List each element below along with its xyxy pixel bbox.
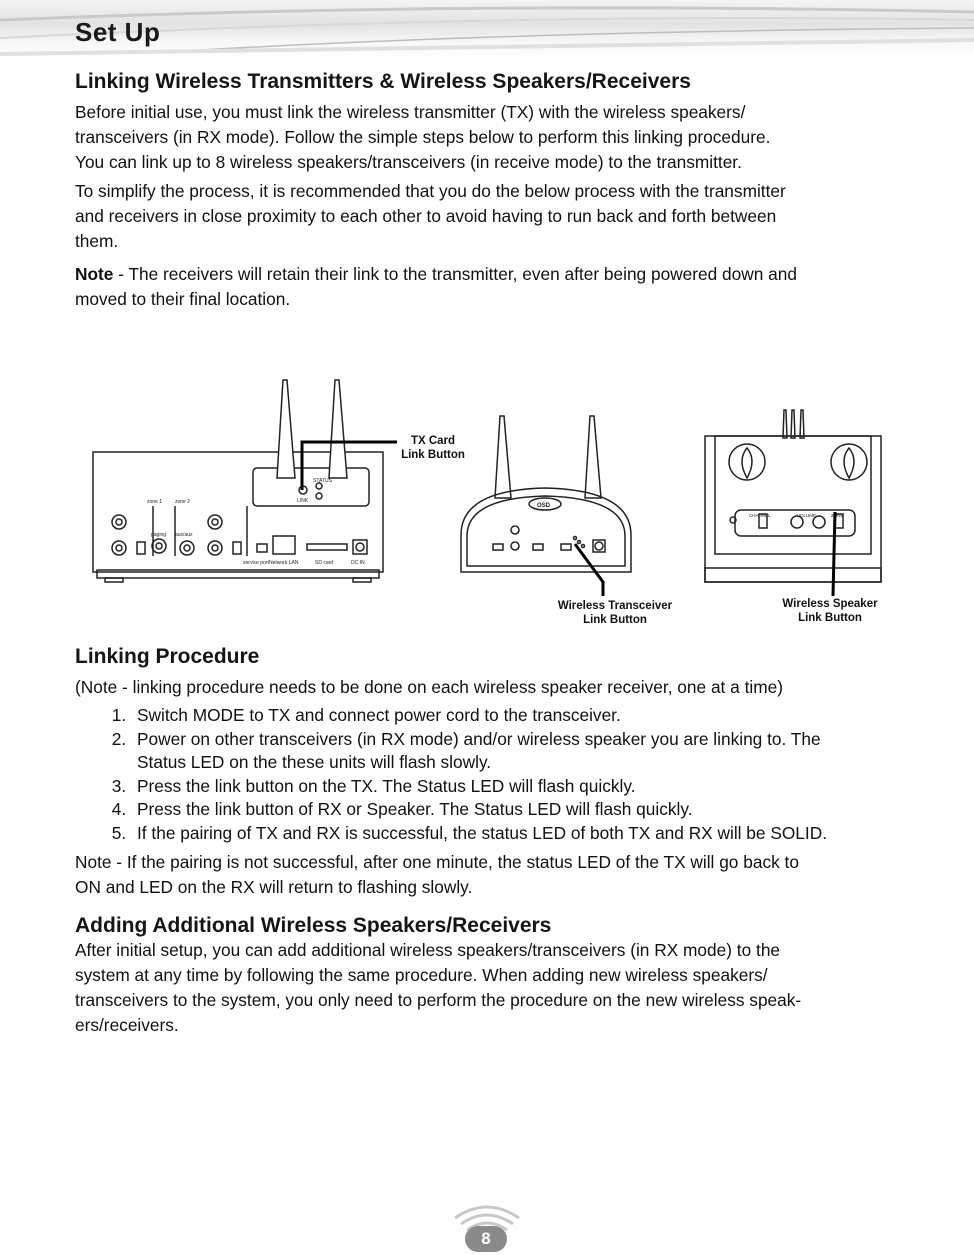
procedure-step: 4. Press the link button of RX or Speaker. The Status LED will flash quickly. bbox=[131, 798, 905, 822]
procedure-heading: Linking Procedure bbox=[75, 645, 260, 668]
intro-line-1: Before initial use, you must link the wireless transmitter (TX) with the wireless speakers/ bbox=[75, 102, 746, 122]
proximity-line-2: and receivers in close proximity to each other to avoid having to run back and forth between bbox=[75, 206, 777, 226]
adding-line-3: transceivers to the system, you only need to perform the procedure on the new wireless speak- bbox=[75, 990, 802, 1010]
transceiver-unit bbox=[461, 416, 631, 572]
adding-line-1: After initial setup, you can add additional wireless speakers/transceivers (in RX mode) to the bbox=[75, 940, 781, 960]
tx-sd-text: SD card bbox=[315, 560, 334, 566]
procedure-step: 1. Switch MODE to TX and connect power cord to the transceiver. bbox=[131, 704, 905, 728]
procedure-step: 3. Press the link button on the TX. The Status LED will flash quickly. bbox=[131, 775, 905, 799]
transceiver-label-1: Wireless Transceiver bbox=[557, 600, 673, 612]
pairing-note-line-2: ON and LED on the RX will return to flashing slowly. bbox=[75, 877, 473, 897]
intro-line-3: You can link up to 8 wireless speakers/transceivers (in receive mode) to the transmitter. bbox=[75, 152, 742, 172]
tx-paging-text: paging bbox=[151, 532, 167, 538]
speaker-label-1: Wireless Speaker bbox=[782, 598, 878, 610]
tx-service-text: service port bbox=[243, 560, 269, 566]
step-2-line-2: Status LED on the these units will flash slowly. bbox=[137, 752, 492, 772]
adding-line-2: system at any time by following the same procedure. When adding new wireless speakers/ bbox=[75, 965, 768, 985]
tx-zone2-text: zone 2 bbox=[175, 499, 191, 505]
transceiver-callout bbox=[545, 599, 685, 627]
retain-note-line-2: moved to their final location. bbox=[75, 289, 291, 309]
tx-link-text: LINK bbox=[297, 498, 309, 504]
page-footer bbox=[449, 1198, 525, 1254]
tx-network-text: Network LAN bbox=[269, 560, 299, 566]
procedure-step bbox=[131, 728, 905, 775]
adding-line-4: ers/receivers. bbox=[75, 1015, 179, 1035]
intro-line-2: transceivers (in RX mode). Follow the simple steps below to perform this linking procedure. bbox=[75, 127, 771, 147]
transceiver-brand-text: OSD bbox=[537, 503, 551, 509]
pairing-note-line-1: Note - If the pairing is not successful, after one minute, the status LED of the TX will go back to bbox=[75, 852, 799, 872]
transceiver-label-2: Link Button bbox=[583, 614, 647, 626]
device-illustration bbox=[75, 360, 905, 640]
proximity-line-1: To simplify the process, it is recommended that you do the below process with the transmitter bbox=[75, 181, 786, 201]
speaker-callout bbox=[765, 597, 895, 625]
linking-section bbox=[75, 70, 905, 312]
speaker-unit bbox=[705, 410, 881, 582]
tx-dc-text: DC IN bbox=[351, 560, 365, 566]
procedure-intro: (Note - linking procedure needs to be done on each wireless speaker receiver, one at a time) bbox=[75, 677, 783, 697]
speaker-channel-text: CHANNEL bbox=[749, 513, 771, 518]
proximity-line-3: them. bbox=[75, 231, 119, 251]
tx-card-callout bbox=[393, 434, 473, 462]
retain-note-line-1 bbox=[75, 262, 905, 287]
adding-heading: Adding Additional Wireless Speakers/Receivers bbox=[75, 914, 552, 937]
tx-status-text: STATUS bbox=[313, 478, 332, 484]
speaker-zone-text: ZONE bbox=[831, 513, 844, 518]
procedure-steps bbox=[75, 704, 905, 845]
speaker-label-2: Link Button bbox=[798, 612, 862, 624]
tx-card-label-1: TX Card bbox=[410, 435, 456, 447]
page-number: 8 bbox=[465, 1226, 507, 1252]
tx-aux-text: aux/aux bbox=[175, 532, 193, 538]
linking-heading: Linking Wireless Transmitters & Wireless Speakers/Receivers bbox=[75, 70, 691, 93]
tx-zone1-text: zone 1 bbox=[147, 499, 163, 505]
procedure-step: 5. If the pairing of TX and RX is successful, the status LED of both TX and RX will be SOLID. bbox=[131, 822, 905, 846]
note-label: Note bbox=[75, 264, 114, 284]
tx-card-label-2: Link Button bbox=[401, 449, 465, 461]
step-2-line-1: Power on other transceivers (in RX mode) and/or wireless speaker you are linking to. The bbox=[137, 728, 821, 749]
section-title: Set Up bbox=[75, 17, 161, 47]
procedure-section bbox=[75, 645, 905, 1038]
speaker-volume-text: VOLUME bbox=[797, 513, 817, 518]
note-text: - The receivers will retain their link to the transmitter, even after being powered down and bbox=[113, 264, 798, 284]
tx-unit bbox=[93, 380, 383, 582]
